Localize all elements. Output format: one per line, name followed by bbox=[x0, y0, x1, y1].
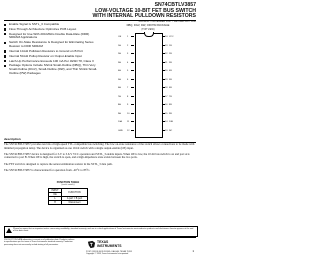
header-divider bbox=[4, 20, 196, 21]
pin-number: 20 bbox=[165, 70, 168, 73]
pin-lead bbox=[131, 70, 134, 71]
pin-right-14 bbox=[162, 121, 178, 123]
bullet-icon bbox=[4, 55, 6, 57]
pin-name: 6B bbox=[169, 87, 172, 90]
pin-name: 8B bbox=[169, 104, 172, 107]
title-line-2: LOW-VOLTAGE 10-BIT FET BUS SWITCH bbox=[95, 7, 196, 14]
pin-number: 21 bbox=[165, 61, 168, 64]
function-table bbox=[48, 188, 88, 205]
pin-number: 2 bbox=[127, 44, 129, 47]
pin-right-22 bbox=[162, 53, 178, 55]
pin-name: 5A bbox=[118, 78, 121, 81]
pin-number: 17 bbox=[165, 95, 168, 98]
bullet-icon bbox=[4, 60, 6, 62]
company-name bbox=[97, 241, 137, 248]
feature-item bbox=[4, 41, 98, 49]
feature-item bbox=[4, 33, 98, 41]
pin-name: NC bbox=[169, 129, 173, 132]
feature-text: Package Options Include Shrink Small-Outline (DBQ), Thin Very Small-Outline (DGV), Small-Outline (DW), and Thin Shrink Small-Outline (PW) Packages bbox=[9, 63, 98, 75]
pin-lead bbox=[131, 53, 134, 54]
feature-text: Internal 10-kΩ Pulldown Resistors to Ground on B Port bbox=[9, 48, 83, 53]
footer-divider bbox=[4, 237, 196, 238]
pin-name: 6A bbox=[118, 87, 121, 90]
pin-right-16 bbox=[162, 104, 178, 106]
title-line-3: WITH INTERNAL PULLDOWN RESISTORS bbox=[92, 13, 196, 20]
pin-lead bbox=[131, 45, 134, 46]
pin-name: 7B bbox=[169, 95, 172, 98]
pin-name: 10B bbox=[169, 121, 173, 124]
pin-right-21 bbox=[162, 62, 178, 64]
pin-right-13 bbox=[162, 130, 178, 132]
pin-name: 9A bbox=[118, 112, 121, 115]
pin-left-10 bbox=[118, 113, 134, 115]
feature-item bbox=[4, 64, 98, 75]
pin-lead bbox=[131, 130, 134, 131]
pin-left-7 bbox=[118, 87, 134, 89]
pin-left-8 bbox=[118, 96, 134, 98]
section-heading-description: description bbox=[4, 138, 196, 143]
table-cell: H bbox=[49, 200, 62, 204]
table-cell: A port = B port bbox=[62, 196, 88, 200]
company-address: POST OFFICE BOX 655303 • DALLAS, TEXAS 75265 bbox=[86, 250, 132, 253]
feature-text: Switch On-State Resistance Is Designed for Eliminating Series Resistor to DDR SDRAM bbox=[9, 40, 94, 49]
pin-name: 4B bbox=[169, 70, 172, 73]
table-row bbox=[49, 196, 88, 200]
production-data-notice: PRODUCTION DATA information is current as of publication date. Products conform to specifications per the terms of Texas Instruments standard warranty. Production processing does not necessarily include testing of all parameters. bbox=[4, 239, 75, 246]
table-cell: Disconnect bbox=[62, 200, 88, 204]
table-header-cell: FUNCTION bbox=[62, 188, 88, 196]
table-header-row bbox=[49, 188, 88, 192]
pin-number: 14 bbox=[165, 121, 168, 124]
pin-name: 10A bbox=[118, 121, 122, 124]
pin-lead bbox=[131, 36, 134, 37]
pin-number: 11 bbox=[127, 121, 130, 124]
pin-number: 4 bbox=[127, 61, 129, 64]
pin-right-24 bbox=[162, 36, 178, 38]
description-body bbox=[4, 143, 196, 174]
pin-left-12 bbox=[118, 130, 134, 132]
pin-name: 3A bbox=[118, 61, 121, 64]
pin-right-18 bbox=[162, 87, 178, 89]
function-table-subtitle: (each switch) bbox=[61, 184, 75, 186]
brand-line-2: INSTRUMENTS bbox=[97, 243, 122, 248]
feature-text: Flow-Through Architecture Optimizes PCB Layout bbox=[9, 26, 77, 31]
pin-name: GND bbox=[118, 129, 123, 132]
page-number: 1 bbox=[192, 249, 194, 253]
pin-right-15 bbox=[162, 113, 178, 115]
pin-name: VCC bbox=[169, 36, 174, 39]
brand-line-1: TEXAS bbox=[97, 240, 109, 244]
pin-number: 3 bbox=[127, 53, 129, 56]
description-paragraph: The FET switch is designed to replace the series termination resistor in the SSTL_3 data path. bbox=[4, 161, 113, 166]
package-subtitle: (TOP VIEW) bbox=[141, 27, 155, 31]
pin-lead bbox=[131, 104, 134, 105]
notice-text: Please be aware that an important notice concerning availability, standard warranty, and use in critical applications of Texas Instruments semiconductor products and disclaimers thereto appears at the end of this data sheet. bbox=[13, 227, 194, 232]
bullet-icon bbox=[4, 33, 6, 35]
bullet-icon bbox=[4, 65, 6, 67]
pin-number: 6 bbox=[127, 78, 129, 81]
pin-number: 18 bbox=[165, 87, 168, 90]
features-list bbox=[4, 23, 98, 77]
pin-lead bbox=[131, 96, 134, 97]
table-row bbox=[49, 200, 88, 204]
pin-number: 24 bbox=[165, 36, 168, 39]
pin-number: 23 bbox=[165, 44, 168, 47]
feature-text: Designed for Use With 200-Mbit/s Double Data-Rate (DDR) SDRAM Applications bbox=[9, 31, 90, 40]
feature-text: Latch-Up Performance Exceeds 100 mA Per JESD 78, Class II bbox=[9, 58, 94, 63]
feature-text: Enable Signal Is SSTL_3 Compatible bbox=[9, 22, 60, 26]
pin-number: 9 bbox=[127, 104, 129, 107]
pin-left-6 bbox=[118, 79, 134, 81]
pin-name: 1A bbox=[118, 44, 121, 47]
description-paragraph: The SN74CBTLV3857 provides ten bits of high-speed TTL-compatible bus switching. The low on-state resistance of the switch allows connections to be made with minimal propagation delay. The device is organized as one 10-bit switch with a single output-enable (OE) input. bbox=[4, 142, 195, 150]
bullet-icon bbox=[4, 24, 6, 26]
pin-left-9 bbox=[118, 104, 134, 106]
pin-number: 16 bbox=[165, 104, 168, 107]
pin-name: 7A bbox=[118, 95, 121, 98]
pin-left-5 bbox=[118, 70, 134, 72]
bullet-icon bbox=[4, 42, 6, 44]
bullet-icon bbox=[4, 28, 6, 30]
document-reference: SCDS050 – NOVEMBER 1997 – REVISED MAY 1998 bbox=[138, 19, 196, 23]
pin-lead bbox=[131, 121, 134, 122]
warning-icon bbox=[6, 228, 12, 233]
pin-number: 10 bbox=[127, 112, 130, 115]
pin-left-3 bbox=[118, 53, 134, 55]
pin-lead bbox=[131, 87, 134, 88]
pin-number: 13 bbox=[165, 129, 168, 132]
pin-number: 12 bbox=[127, 129, 130, 132]
description-paragraph: The SN74CBTLV3857 is characterized for operation from –40°C to 85°C. bbox=[4, 168, 91, 173]
pin-number: 8 bbox=[127, 95, 129, 98]
pin-name: 8A bbox=[118, 104, 121, 107]
pin-name: 9B bbox=[169, 112, 172, 115]
pin-number: 15 bbox=[165, 112, 168, 115]
pin-left-4 bbox=[118, 62, 134, 64]
pin-name: 4A bbox=[118, 70, 121, 73]
company-address-block bbox=[86, 251, 142, 256]
pin-left-11 bbox=[118, 121, 134, 123]
table-subheader-cell: OE bbox=[49, 192, 62, 196]
pin-right-20 bbox=[162, 70, 178, 72]
pin-number: 1 bbox=[127, 36, 129, 39]
pin-right-17 bbox=[162, 96, 178, 98]
pin-number: 19 bbox=[165, 78, 168, 81]
table-cell: L bbox=[49, 196, 62, 200]
pin-name: OE bbox=[118, 36, 122, 39]
pin-number: 5 bbox=[127, 70, 129, 73]
pin-lead bbox=[131, 113, 134, 114]
pin-left-2 bbox=[118, 45, 134, 47]
pin-name: 1B bbox=[169, 44, 172, 47]
feature-text: Internal 50-kΩ Pullup Resistor on Output-Enable Input bbox=[9, 53, 82, 58]
part-number-title: SN74CBTLV3857 bbox=[154, 2, 196, 8]
description-paragraph: The SN74CBTLV3857 device is designed for 3-V to 3.6-V VCC operation and SSTL_3 enable inputs. When OE is low, the 10-bit bus switch is on and port A is connected to port B. When OE is high, the switch is open, and a high-impedance state exists between the two ports. bbox=[4, 151, 190, 160]
pin-right-19 bbox=[162, 79, 178, 81]
ti-logo-icon bbox=[87, 240, 96, 249]
pin-name: 5B bbox=[169, 78, 172, 81]
pin-number: 22 bbox=[165, 53, 168, 56]
function-table-title: FUNCTION TABLE bbox=[56, 181, 80, 184]
pin-name: 2B bbox=[169, 53, 172, 56]
pin-lead bbox=[131, 79, 134, 80]
pin-name: 2A bbox=[118, 53, 121, 56]
copyright-notice: Copyright © 1998, Texas Instruments Incorporated bbox=[86, 252, 129, 255]
pin-left-1 bbox=[118, 36, 134, 38]
pin-name: 3B bbox=[169, 61, 172, 64]
package-title: DBQ, DGV, DW, OR PW PACKAGE bbox=[126, 24, 170, 27]
pin-number: 7 bbox=[127, 87, 129, 90]
table-header-cell: INPUT bbox=[49, 188, 62, 192]
pin-right-23 bbox=[162, 45, 178, 47]
pin-lead bbox=[131, 62, 134, 63]
package-outline bbox=[135, 33, 163, 138]
bullet-icon bbox=[4, 50, 6, 52]
